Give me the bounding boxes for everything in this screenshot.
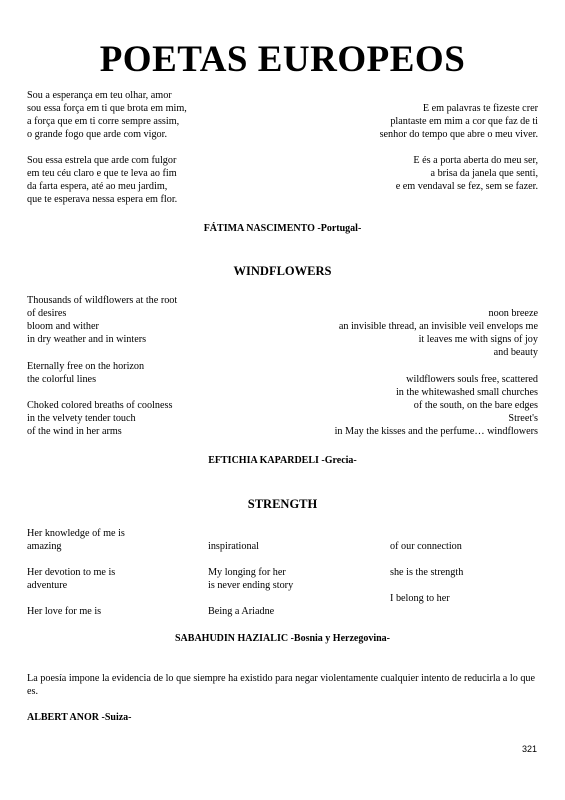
poem3-col3-line: of our connection xyxy=(390,541,462,552)
author-name: EFTICHIA KAPARDELI xyxy=(208,455,319,466)
author-country: -Bosnia y Herzegovina- xyxy=(288,633,390,644)
author-country: -Suiza- xyxy=(98,712,132,723)
page-number: 321 xyxy=(521,744,537,754)
poem2-heading: WINDFLOWERS xyxy=(233,264,332,278)
poem1-left-line: a força que em ti corre sempre assim, xyxy=(27,116,180,127)
poem1-left-line: Sou a esperança em teu olhar, amor xyxy=(27,90,172,101)
poem1-right-line: a brisa da janela que senti, xyxy=(430,168,538,179)
poem3-col1-line: amazing xyxy=(27,541,62,552)
poem2-left-line: the colorful lines xyxy=(27,374,97,385)
poem3-author xyxy=(0,632,565,645)
poem1-right-line: E em palavras te fizeste crer xyxy=(422,103,538,114)
poem1-right-line: senhor do tempo que abre o meu viver. xyxy=(379,129,538,140)
author-country: -Grecia- xyxy=(318,455,357,466)
author-name: ALBERT ANOR xyxy=(27,712,99,723)
page-title: POETAS EUROPEOS xyxy=(99,39,466,80)
poem3-col2-line: inspirational xyxy=(208,541,259,552)
poem3-col2-line: Being a Ariadne xyxy=(208,606,275,617)
poem2-left-line: Choked colored breaths of coolness xyxy=(27,400,173,411)
poem2-left-line: of the wind in her arms xyxy=(27,426,122,437)
poem3-heading: STRENGTH xyxy=(247,497,318,511)
poem2-right-line: it leaves me with signs of joy xyxy=(418,334,538,345)
poem1-author xyxy=(0,222,565,235)
poem2-left-line: in dry weather and in winters xyxy=(27,334,147,345)
poem2-right-line: in May the kisses and the perfume… windflowers xyxy=(334,426,538,437)
poem2-right-line: of the south, on the bare edges xyxy=(413,400,538,411)
poem3-col1-line: Her love for me is xyxy=(27,606,102,617)
poem1-left-line: Sou essa estrela que arde com fulgor xyxy=(27,155,177,166)
poem1-right-line: plantaste em mim a cor que faz de ti xyxy=(390,116,538,127)
poem2-left-line: Thousands of wildflowers at the root xyxy=(27,295,178,306)
poem2-right-line: wildflowers souls free, scattered xyxy=(406,374,538,385)
poem2-right-line: in the whitewashed small churches xyxy=(395,387,538,398)
author-country: -Portugal- xyxy=(314,223,362,234)
poem3-col1-line: Her knowledge of me is xyxy=(27,528,125,539)
poem2-left-line: bloom and wither xyxy=(27,321,99,332)
poem2-author xyxy=(0,454,565,467)
poem3-col2-line: is never ending story xyxy=(208,580,294,591)
poem1-left-line: o grande fogo que arde com vigor. xyxy=(27,129,168,140)
poem2-left-line: of desires xyxy=(27,308,67,319)
author-name: FÁTIMA NASCIMENTO xyxy=(203,223,315,234)
poem3-col2-line: My longing for her xyxy=(208,567,286,578)
poem2-left-line: Eternally free on the horizon xyxy=(27,361,145,372)
poem1-left-line: em teu céu claro e que te leva ao fim xyxy=(27,168,177,179)
poem1-left-line: da farta espera, até ao meu jardim, xyxy=(27,181,168,192)
poem3-col1-line: Her devotion to me is xyxy=(27,567,116,578)
poem3-col3-line: I belong to her xyxy=(390,593,450,604)
prose-author xyxy=(27,711,131,724)
poem1-right-line: e em vendaval se fez, sem se fazer. xyxy=(395,181,538,192)
poem1-left-line: que te esperava nessa espera em flor. xyxy=(27,194,178,205)
poem1-left-line: sou essa força em ti que brota em mim, xyxy=(27,103,187,114)
poem3-col3-line: she is the strength xyxy=(390,567,464,578)
poem3-col1-line: adventure xyxy=(27,580,68,591)
poem2-right-line: noon breeze xyxy=(488,308,538,319)
poem1-right-line: E és a porta aberta do meu ser, xyxy=(413,155,538,166)
poem2-right-line: and beauty xyxy=(493,347,538,358)
author-name: SABAHUDIN HAZIALIC xyxy=(174,633,289,644)
poem2-right-line: an invisible thread, an invisible veil envelops me xyxy=(338,321,538,332)
poem2-left-line: in the velvety tender touch xyxy=(27,413,136,424)
poem2-right-line: Street's xyxy=(508,413,538,424)
prose-quote: La poesía impone la evidencia de lo que siempre ha existido para negar violentamente cualquier intento de reducirla a lo que es. xyxy=(27,673,536,697)
